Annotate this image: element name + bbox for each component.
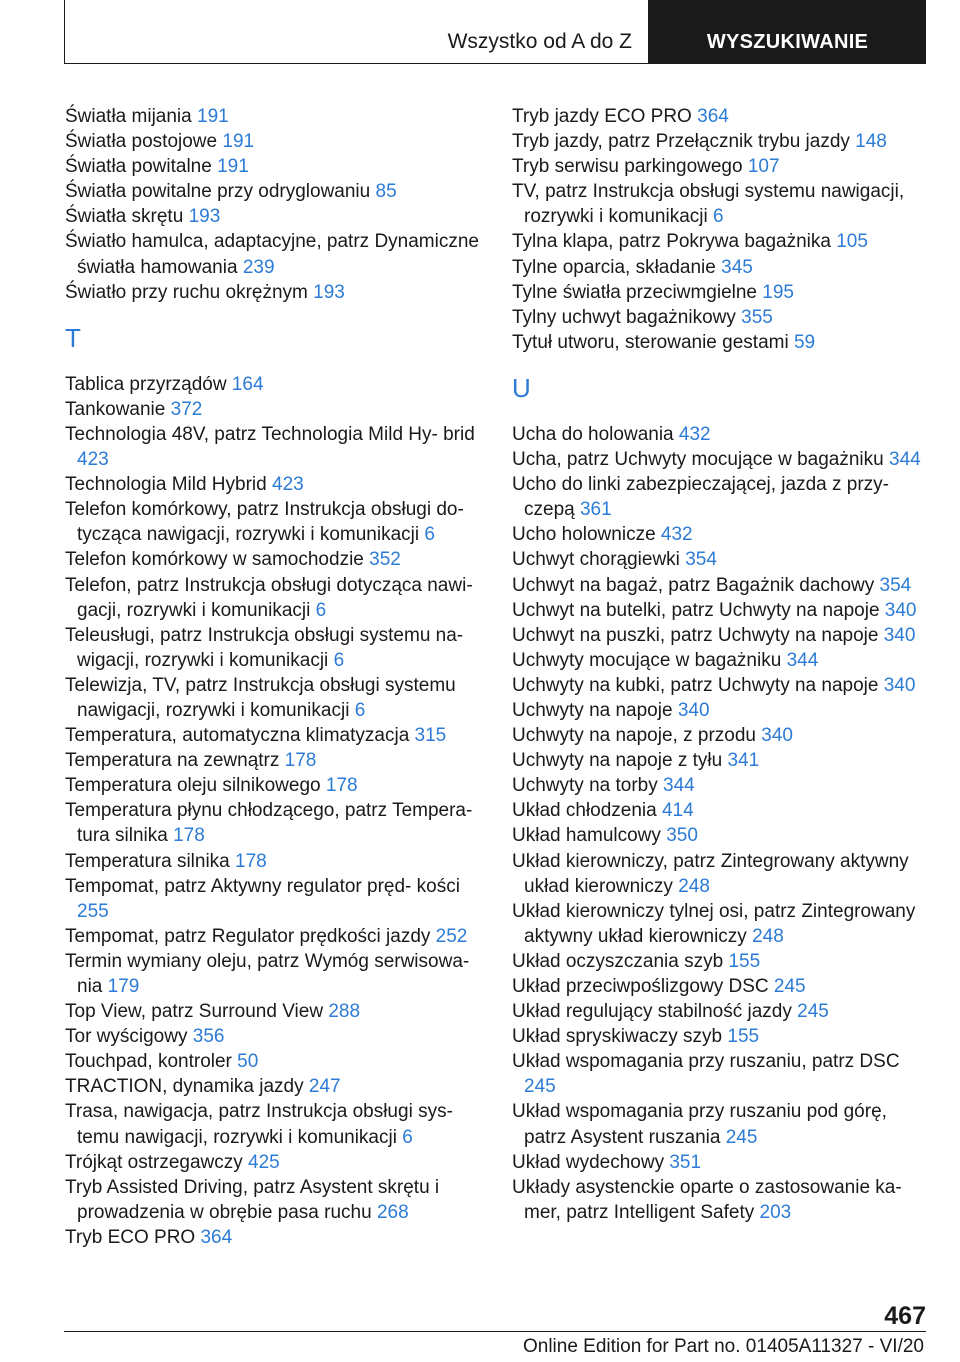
index-entry — [512, 673, 932, 698]
index-entry — [65, 1099, 485, 1149]
index-entry — [512, 280, 932, 305]
section-tab[interactable] — [64, 0, 649, 64]
index-entry — [65, 723, 485, 748]
index-entry — [512, 698, 932, 723]
page-link[interactable]: 364 — [697, 106, 729, 127]
page-link[interactable]: 50 — [237, 1051, 259, 1073]
index-entry — [512, 1150, 932, 1175]
page-link[interactable]: 268 — [376, 1201, 409, 1223]
index-letter-heading: U — [512, 372, 531, 403]
index-entry-text: Trójkąt ostrzegawczy — [65, 1151, 243, 1173]
page-link[interactable]: 315 — [414, 725, 447, 747]
index-entry-text: Układ hamulcowy — [512, 825, 661, 847]
index-entry-text: Ucha, patrz Uchwyty mocujące w bagażniku — [512, 449, 884, 471]
page-link[interactable]: 85 — [375, 181, 397, 203]
page-link[interactable]: 255 — [77, 900, 109, 922]
index-entry-text: Uchwyty na napoje — [512, 699, 673, 721]
index-entry-text: Tylne światła przeciwmgielne — [512, 281, 757, 303]
page-header — [64, 0, 926, 64]
index-entry-text: Top View, patrz Surround View — [65, 1001, 324, 1023]
index-entry — [65, 798, 485, 848]
index-entry-text: Ucha do holowania — [512, 423, 674, 445]
index-entry — [512, 1175, 932, 1225]
page-link[interactable]: 248 — [678, 875, 710, 897]
index-entry — [512, 773, 932, 798]
index-entry — [512, 330, 932, 355]
page-link[interactable]: 178 — [325, 775, 358, 797]
index-entry — [65, 773, 485, 798]
page-number: 467 — [884, 1302, 926, 1330]
index-entry-text: Układy asystenckie oparte o zastosowanie ka‐ mer, patrz Intelligent Safety — [512, 1176, 902, 1223]
page-link[interactable]: 351 — [669, 1151, 702, 1173]
page-link[interactable]: 191 — [222, 131, 255, 153]
index-entry-text: Tablica przyrządów — [65, 373, 227, 395]
page-link[interactable]: 6 — [712, 206, 724, 228]
index-entry-text: Uchwyty na napoje, z przodu — [512, 725, 756, 747]
index-entry-text: Tryb jazdy, patrz Przełącznik trybu jazdy — [512, 131, 850, 153]
edition-text: Online Edition for Part no. 01405A11327 - VI/20 — [522, 1336, 924, 1357]
index-entry — [65, 949, 485, 999]
index-entry — [65, 1150, 485, 1175]
index-entry-text: Układ kierowniczy tylnej osi, patrz Zintegrowany aktywny układ kierowniczy — [512, 900, 916, 947]
page-link[interactable]: 164 — [231, 373, 264, 395]
index-entry-text: Światło przy ruchu okrężnym — [65, 281, 308, 303]
page-link[interactable]: 193 — [313, 281, 345, 303]
page-link[interactable]: 155 — [727, 1026, 760, 1048]
search-tab-label: WYSZUKIWANIE — [706, 31, 869, 53]
index-entry — [65, 497, 485, 547]
index-entry — [65, 547, 485, 572]
page-link[interactable]: 288 — [328, 1001, 361, 1023]
footer-divider — [64, 1331, 926, 1332]
page-link[interactable]: 344 — [663, 775, 695, 797]
index-entry-text: Tylny uchwyt bagażnikowy — [512, 306, 736, 328]
page-link[interactable]: 345 — [721, 256, 753, 278]
index-entry-text: TV, patrz Instrukcja obsługi systemu nawigacji, rozrywki i komunikacji — [512, 181, 905, 228]
index-entry-text: Układ wspomagania przy ruszaniu pod górę, patrz Asystent ruszania — [512, 1101, 887, 1148]
index-entry — [65, 1175, 485, 1225]
page-link[interactable]: 354 — [879, 574, 912, 596]
index-entry — [512, 547, 932, 572]
index-entry-text: Uchwyt na puszki, patrz Uchwyty na napoje — [512, 624, 879, 646]
page-link[interactable]: 178 — [173, 825, 205, 847]
index-entry — [512, 129, 932, 154]
index-entry — [512, 974, 932, 999]
index-entry — [512, 229, 932, 254]
index-entry — [512, 1099, 932, 1149]
page-link[interactable]: 155 — [728, 950, 761, 972]
page-link[interactable]: 178 — [284, 750, 317, 772]
index-entry-text: Światło hamulca, adaptacyjne, patrz Dynamiczne światła hamowania — [65, 231, 479, 278]
index-entry — [512, 623, 932, 648]
index-entry-text: Temperatura płynu chłodzącego, patrz Tempera‐ tura silnika — [65, 800, 473, 847]
page-link[interactable]: 354 — [685, 549, 717, 571]
index-entry-text: Teleusługi, patrz Instrukcja obsługi systemu na‐ wigacji, rozrywki i komunikacji — [65, 624, 464, 671]
page-link[interactable]: 414 — [661, 800, 694, 822]
index-entry — [65, 472, 485, 497]
index-entry-text: Uchwyt chorągiewki — [512, 549, 680, 571]
index-entry — [512, 723, 932, 748]
page-link[interactable]: 193 — [188, 206, 221, 228]
index-entry-text: Technologia 48V, patrz Technologia Mild Hy‐ brid — [65, 423, 475, 445]
index-entry-text: Uchwyty mocujące w bagażniku — [512, 649, 782, 671]
page-link[interactable]: 423 — [272, 474, 304, 496]
index-entry — [65, 1049, 485, 1074]
index-entry-text: Układ przeciwpoślizgowy DSC — [512, 976, 769, 997]
index-entry — [512, 823, 932, 848]
index-entry — [65, 573, 485, 623]
page-link[interactable]: 352 — [369, 549, 401, 571]
page-link[interactable]: 425 — [248, 1151, 280, 1173]
index-entry — [512, 1024, 932, 1049]
index-column-left — [65, 104, 485, 1250]
index-entry-text: Światła postojowe — [65, 131, 218, 153]
page-link[interactable]: 203 — [759, 1201, 792, 1223]
page-link[interactable]: 245 — [797, 1001, 829, 1023]
index-entry-text: Trasa, nawigacja, patrz Instrukcja obsługi sys‐ temu nawigacji, rozrywki i komunikacji — [65, 1101, 453, 1148]
index-entry — [512, 849, 932, 899]
index-column-right — [512, 104, 932, 1225]
page-link[interactable]: 432 — [678, 423, 711, 445]
index-entry — [65, 422, 485, 472]
page-link[interactable]: 148 — [855, 131, 887, 153]
index-entry — [512, 422, 932, 447]
index-entry — [65, 924, 485, 949]
page-link[interactable]: 356 — [192, 1026, 225, 1048]
index-entry — [65, 1024, 485, 1049]
index-entry — [65, 874, 485, 924]
index-entry-text: Uchwyt na bagaż, patrz Bagażnik dachowy — [512, 574, 875, 596]
index-entry — [512, 748, 932, 773]
page-link[interactable]: 248 — [752, 925, 784, 947]
index-entry-text: Światła mijania — [65, 106, 192, 127]
page-link[interactable]: 340 — [761, 725, 793, 747]
page-link[interactable]: 105 — [836, 231, 868, 253]
page-link[interactable]: 239 — [242, 256, 275, 278]
index-entry — [512, 154, 932, 179]
index-entry — [65, 280, 485, 305]
index-entry-text: Telefon, patrz Instrukcja obsługi dotycząca nawi‐ gacji, rozrywki i komunikacji — [65, 574, 473, 621]
index-entry-text: Układ wspomagania przy ruszaniu, patrz DSC — [512, 1051, 900, 1073]
index-entry — [512, 949, 932, 974]
page-link[interactable]: 6 — [333, 649, 345, 671]
index-entry — [512, 104, 932, 129]
index-entry — [65, 397, 485, 422]
index-entry — [512, 179, 932, 229]
section-label: Wszystko od A do Z — [447, 30, 632, 53]
page-link[interactable]: 245 — [773, 976, 806, 997]
page-link[interactable]: 6 — [315, 599, 327, 621]
index-entry-text: Uchwyty na torby — [512, 775, 658, 797]
index-entry — [65, 1225, 485, 1250]
index-entry-text: Temperatura silnika — [65, 850, 230, 872]
index-entry — [512, 522, 932, 547]
index-entry — [512, 648, 932, 673]
index-entry-text: Tempomat, patrz Regulator prędkości jazdy — [65, 925, 431, 947]
index-letter-heading: T — [65, 322, 81, 353]
index-entry — [65, 179, 485, 204]
index-entry-text: Ucho holownicze — [512, 524, 656, 546]
page-link[interactable]: 6 — [354, 699, 366, 721]
index-entry — [65, 154, 485, 179]
index-entry-text: Temperatura oleju silnikowego — [65, 775, 321, 797]
page-link[interactable]: 6 — [402, 1126, 413, 1148]
index-entry-text: Tor wyścigowy — [65, 1026, 188, 1048]
index-entry-text: Tempomat, patrz Aktywny regulator pręd‐ kości — [65, 875, 460, 897]
index-entry — [512, 305, 932, 330]
index-entry — [65, 204, 485, 229]
page-link[interactable]: 350 — [666, 825, 698, 847]
search-tab[interactable] — [649, 0, 926, 64]
index-entry-text: TRACTION, dynamika jazdy — [65, 1076, 304, 1098]
index-entry-text: Układ oczyszczania szyb — [512, 950, 724, 972]
index-entry-text: Światła powitalne — [65, 156, 212, 178]
page-link[interactable]: 361 — [579, 499, 612, 521]
page-link[interactable]: 178 — [235, 850, 267, 872]
index-entry-text: Układ regulujący stabilność jazdy — [512, 1001, 792, 1023]
page-link[interactable]: 432 — [660, 524, 693, 546]
index-entry — [65, 229, 485, 279]
page-link[interactable]: 340 — [677, 699, 710, 721]
index-entry-text: Temperatura, automatyczna klimatyzacja — [65, 725, 410, 747]
index-entry-text: Tryb serwisu parkingowego — [512, 156, 743, 178]
page-link[interactable]: 59 — [793, 331, 816, 353]
page-link[interactable]: 245 — [725, 1126, 758, 1148]
index-entry-text: Temperatura na zewnątrz — [65, 750, 280, 772]
page-link[interactable]: 372 — [170, 398, 203, 420]
page-link[interactable]: 195 — [762, 281, 794, 303]
index-entry-text: Ucho do linki zabezpieczającej, jazda z przy‐ czepą — [512, 474, 890, 521]
page-link[interactable]: 355 — [741, 306, 773, 328]
page-link[interactable]: 179 — [107, 976, 140, 997]
index-entry-text: Technologia Mild Hybrid — [65, 474, 267, 496]
index-entry — [65, 999, 485, 1024]
index-entry — [512, 255, 932, 280]
index-entry — [512, 798, 932, 823]
index-entry-text: Uchwyt na butelki, patrz Uchwyty na napoje — [512, 599, 880, 621]
index-entry-text: Uchwyty na napoje z tyłu — [512, 750, 723, 772]
index-entry-text: Telefon komórkowy, patrz Instrukcja obsługi do‐ tycząca nawigacji, rozrywki i komunikacji — [65, 499, 464, 546]
index-entry-text: Tankowanie — [65, 398, 166, 420]
page-link[interactable]: 191 — [197, 106, 229, 127]
page-link[interactable]: 191 — [217, 156, 249, 178]
index-entry-text: Telefon komórkowy w samochodzie — [65, 549, 364, 571]
index-entry-text: Touchpad, kontroler — [65, 1051, 232, 1073]
page-link[interactable]: 340 — [884, 599, 917, 621]
index-entry-text: Tylne oparcia, składanie — [512, 256, 716, 278]
index-entry — [65, 372, 485, 397]
index-entry-text: Telewizja, TV, patrz Instrukcja obsługi systemu nawigacji, rozrywki i komunikacji — [65, 674, 456, 721]
index-entry-text: Układ wydechowy — [512, 1151, 665, 1173]
index-entry — [512, 1049, 932, 1099]
index-entry — [512, 472, 932, 522]
index-entry-text: Światła powitalne przy odryglowaniu — [65, 181, 371, 203]
index-entry-text: Światła skrętu — [65, 206, 184, 228]
page-link[interactable]: 340 — [883, 624, 916, 646]
index-entry-text: Układ spryskiwaczy szyb — [512, 1026, 723, 1048]
index-entry-text: Układ chłodzenia — [512, 800, 657, 822]
page-link[interactable]: 341 — [727, 750, 760, 772]
index-entry-text: Tryb Assisted Driving, patrz Asystent skrętu i prowadzenia w obrębie pasa ruchu — [65, 1176, 440, 1223]
page-link[interactable]: 6 — [424, 524, 435, 546]
index-entry — [65, 849, 485, 874]
index-entry-text: Termin wymiany oleju, patrz Wymóg serwisowa‐ nia — [65, 950, 470, 997]
index-entry — [512, 447, 932, 472]
page-link[interactable]: 107 — [747, 156, 780, 178]
index-entry — [65, 129, 485, 154]
index-entry — [512, 999, 932, 1024]
page-link[interactable]: 344 — [889, 449, 921, 471]
index-entry-text: Tylna klapa, patrz Pokrywa bagażnika — [512, 231, 831, 253]
index-entry-text: Tytuł utworu, sterowanie gestami — [512, 331, 789, 353]
page-link[interactable]: 423 — [77, 449, 109, 471]
index-entry — [512, 899, 932, 949]
index-entry-text: Uchwyty na kubki, patrz Uchwyty na napoje — [512, 674, 879, 696]
index-entry — [65, 623, 485, 673]
index-entry — [512, 598, 932, 623]
page-link[interactable]: 340 — [883, 674, 916, 696]
index-entry — [65, 1074, 485, 1099]
index-entry — [65, 748, 485, 773]
index-entry-text: Tryb jazdy ECO PRO — [512, 106, 692, 127]
page-link[interactable]: 344 — [786, 649, 819, 671]
page-link[interactable]: 247 — [308, 1076, 341, 1098]
index-entry — [512, 573, 932, 598]
index-entry — [65, 104, 485, 129]
index-entry-text: Tryb ECO PRO — [65, 1226, 196, 1248]
index-entry-text: Układ kierowniczy, patrz Zintegrowany aktywny układ kierowniczy — [512, 850, 909, 897]
index-entry — [65, 673, 485, 723]
page-link[interactable]: 252 — [435, 925, 468, 947]
page-link[interactable]: 364 — [200, 1226, 233, 1248]
page-link[interactable]: 245 — [524, 1076, 556, 1098]
